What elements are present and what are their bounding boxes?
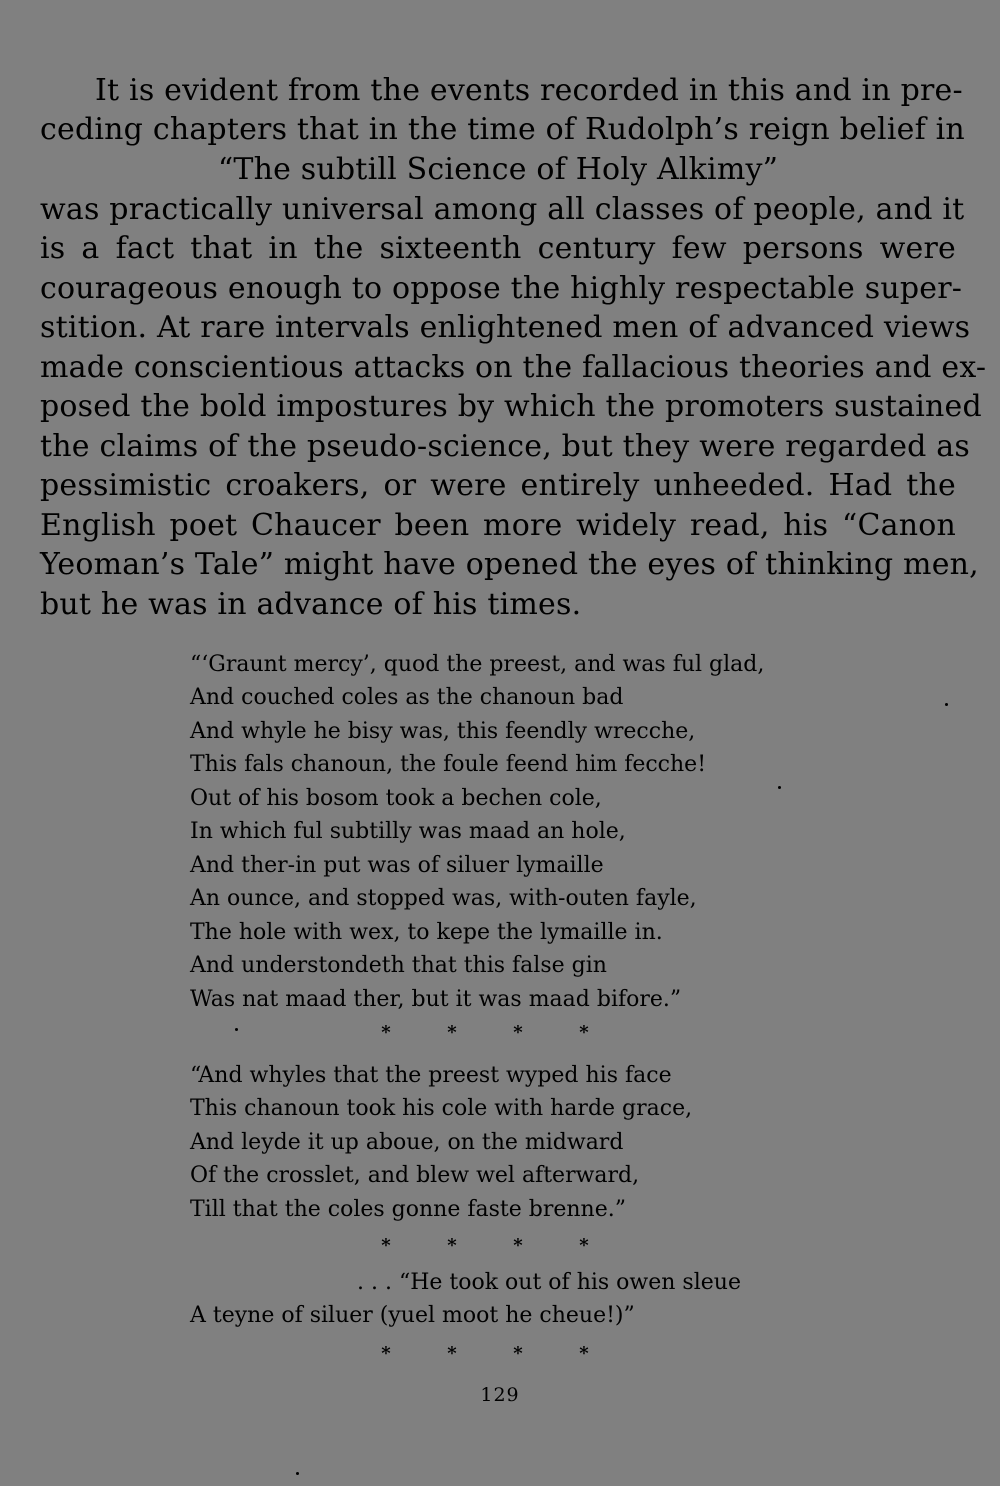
verse-line: An ounce, and stopped was, with-outen fayle, — [190, 886, 697, 911]
verse-line: The hole with wex, to kepe the lymaille in. — [190, 920, 663, 945]
verse-line: Till that the coles gonne faste brenne.” — [190, 1197, 626, 1222]
asterisk: * — [579, 1343, 589, 1364]
prose-line: but he was in advance of his times. — [40, 587, 582, 622]
verse-line: Of the crosslet, and blew wel afterward, — [190, 1163, 640, 1188]
asterisk: * — [381, 1235, 391, 1256]
prose-line: the claims of the pseudo-science, but they were regarded as — [40, 429, 970, 464]
verse-line: And ther-in put was of siluer lymaille — [190, 853, 604, 878]
print-speck — [235, 1028, 238, 1031]
asterisk-separator — [380, 1234, 590, 1258]
asterisk: * — [579, 1022, 589, 1043]
prose-line: stition. At rare intervals enlightened men of advanced views — [40, 310, 971, 345]
prose-line: courageous enough to oppose the highly respectable super- — [40, 271, 963, 306]
verse-line: “And whyles that the preest wyped his face — [190, 1063, 672, 1088]
prose-line: Yeoman’s Tale” might have opened the eyes of thinking men, — [40, 547, 979, 582]
verse-line: And whyle he bisy was, this feendly wrecche, — [190, 719, 696, 744]
asterisk: * — [513, 1235, 523, 1256]
asterisk: * — [447, 1235, 457, 1256]
verse-line: And understondeth that this false gin — [190, 953, 607, 978]
print-speck — [778, 786, 781, 789]
asterisk: * — [513, 1022, 523, 1043]
print-speck — [945, 703, 948, 706]
asterisk: * — [381, 1022, 391, 1043]
asterisk: * — [447, 1022, 457, 1043]
prose-line: It is evident from the events recorded in this and in pre- — [95, 73, 963, 108]
prose-line: is a fact that in the sixteenth century few persons were — [40, 231, 956, 266]
asterisk: * — [381, 1343, 391, 1364]
verse-line: And couched coles as the chanoun bad — [190, 685, 624, 710]
prose-line: ceding chapters that in the time of Rudolph’s reign belief in — [40, 112, 965, 147]
verse-line: And leyde it up aboue, on the midward — [190, 1130, 624, 1155]
prose-line: pessimistic croakers, or were entirely unheeded. Had the — [40, 468, 956, 503]
verse-line: Out of his bosom took a bechen cole, — [190, 786, 602, 811]
prose-line: made conscientious attacks on the fallacious theories and ex- — [40, 350, 987, 385]
print-speck — [296, 1472, 299, 1475]
asterisk: * — [579, 1235, 589, 1256]
asterisk: * — [513, 1343, 523, 1364]
verse-line: . . . “He took out of his owen sleue — [357, 1270, 741, 1295]
asterisk: * — [447, 1343, 457, 1364]
verse-line: “‘Graunt mercy’, quod the preest, and was ful glad, — [190, 652, 765, 677]
page-number: 129 — [480, 1384, 520, 1406]
asterisk-separator — [380, 1342, 590, 1366]
verse-line: Was nat maad ther, but it was maad bifore.” — [190, 987, 682, 1012]
verse-line: This fals chanoun, the foule feend him fecche! — [190, 752, 707, 777]
verse-line: This chanoun took his cole with harde grace, — [190, 1096, 693, 1121]
verse-line: A teyne of siluer (yuel moot he cheue!)” — [190, 1303, 635, 1328]
verse-line: In which ful subtilly was maad an hole, — [190, 819, 626, 844]
prose-quote-line: “The subtill Science of Holy Alkimy” — [217, 152, 779, 187]
asterisk-separator — [380, 1021, 590, 1045]
prose-line: posed the bold impostures by which the promoters sustained — [40, 389, 982, 424]
prose-line: English poet Chaucer been more widely read, his “Canon — [40, 508, 956, 543]
prose-line: was practically universal among all classes of people, and it — [40, 192, 965, 227]
